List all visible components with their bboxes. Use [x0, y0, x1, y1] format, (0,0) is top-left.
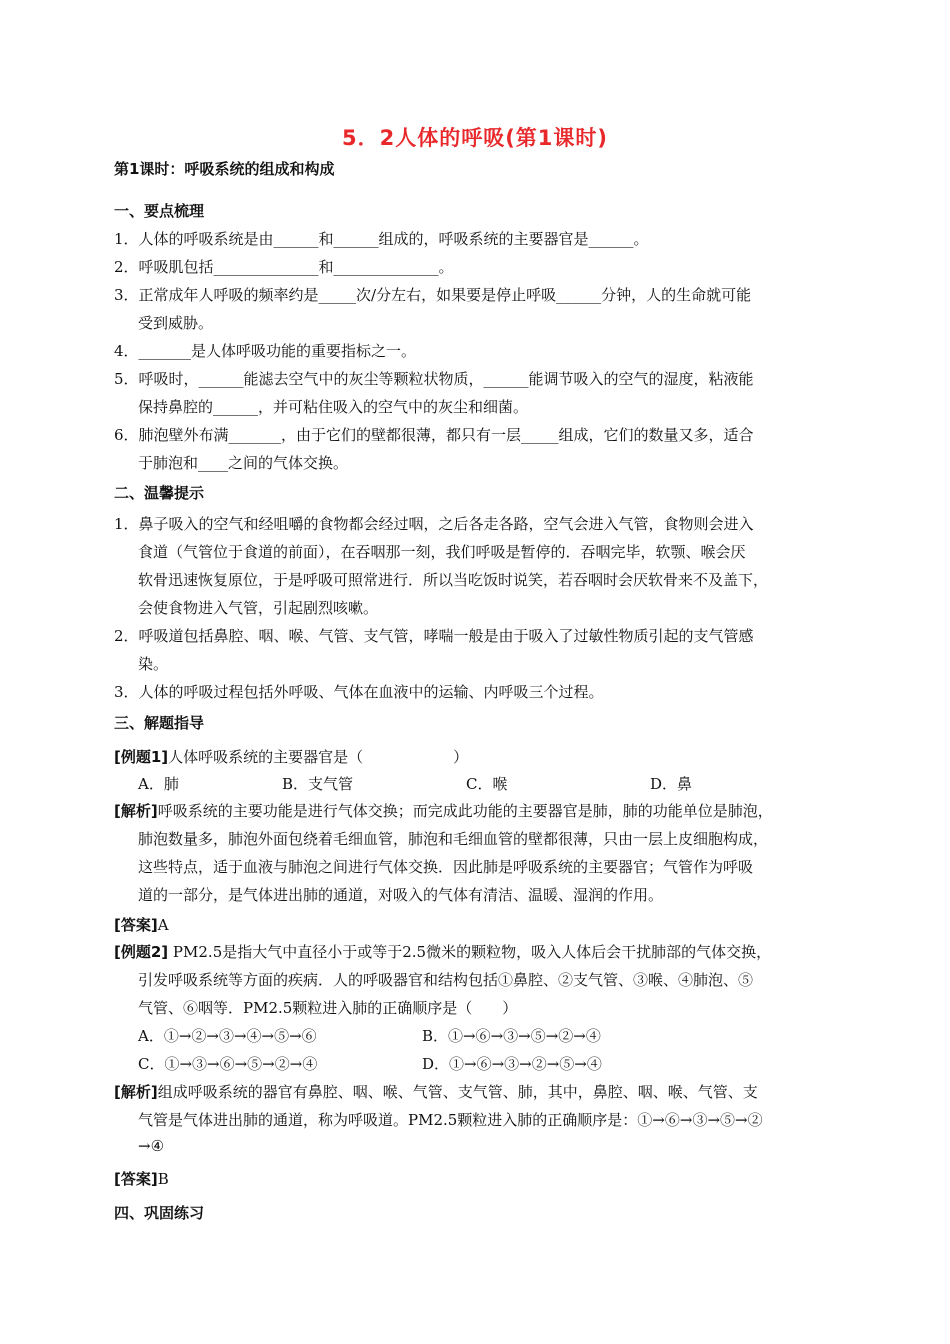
tip-2-continued: 染。 [138, 655, 169, 673]
tip-1-line-3: 软骨迅速恢复原位，于是呼吸可照常进行．所以当吃饭时说笑，若吞咽时会厌软骨来不及盖下， [138, 571, 769, 589]
example-2-analysis-line-2: 气管是气体进出肺的通道，称为呼吸道。PM2.5颗粒进入肺的正确顺序是：①→⑥→③→⑤→② [138, 1111, 763, 1129]
example-2-question-line-2: 引发呼吸系统等方面的疾病．人的呼吸器官和结构包括①鼻腔、②支气管、③喉、④肺泡、⑤ [138, 971, 754, 989]
example-1-tag: [例题1] [114, 748, 169, 766]
example-1-analysis-line-1: 呼吸系统的主要功能是进行气体交换；而完成此功能的主要器官是肺，肺的功能单位是肺泡， [157, 802, 773, 820]
example-2-option-d: D．①→⑥→③→②→⑤→④ [422, 1055, 602, 1073]
point-6-continued: 于肺泡和____之间的气体交换。 [138, 454, 349, 472]
section-heading-guidance: 三、解题指导 [114, 714, 205, 732]
tip-1-line-4: 会使食物进入气管，引起剧烈咳嗽。 [138, 599, 379, 617]
example-2-answer [114, 1168, 844, 1189]
point-2: 2．呼吸肌包括______________和______________。 [114, 258, 454, 276]
example-2-answer-value: B [157, 1170, 169, 1188]
example-1-option-a: A．肺 [138, 775, 179, 793]
example-1-answer-value: A [157, 916, 169, 934]
example-1-analysis [114, 800, 844, 821]
tip-2: 2．呼吸道包括鼻腔、咽、喉、气管、支气管，哮喘一般是由于吸入了过敏性物质引起的支气管感 [114, 627, 754, 645]
example-2-option-b: B．①→⑥→③→⑤→②→④ [422, 1027, 601, 1045]
example-1-analysis-line-3: 这些特点，适于血液与肺泡之间进行气体交换．因此肺是呼吸系统的主要器官；气管作为呼吸 [138, 858, 754, 876]
example-1-analysis-tag: [解析] [114, 802, 158, 820]
point-3: 3．正常成年人呼吸的频率约是_____次/分左右，如果要是停止呼吸______分钟，人的生命就可能 [114, 286, 752, 304]
example-1-question [114, 746, 844, 767]
point-1: 1．人体的呼吸系统是由______和______组成的，呼吸系统的主要器官是______。 [114, 230, 649, 248]
example-2-analysis-line-1: 组成呼吸系统的器官有鼻腔、咽、喉、气管、支气管、肺，其中，鼻腔、咽、喉、气管、支 [157, 1083, 758, 1101]
point-6: 6．肺泡壁外布满_______，由于它们的壁都很薄，都只有一层_____组成，它们的数量又多，适合 [114, 426, 754, 444]
example-1-analysis-line-2: 肺泡数量多，肺泡外面包绕着毛细血管，肺泡和毛细血管的壁都很薄，只由一层上皮细胞构成， [138, 830, 769, 848]
example-2-tag: [例题2] [114, 943, 169, 961]
point-5-continued: 保持鼻腔的______，并可粘住吸入的空气中的灰尘和细菌。 [138, 398, 529, 416]
point-4: 4．_______是人体呼吸功能的重要指标之一。 [114, 342, 417, 360]
tip-1-line-2: 食道（气管位于食道的前面），在吞咽那一刻，我们呼吸是暂停的．吞咽完毕，软颚、喉会厌 [138, 543, 746, 561]
example-1-answer [114, 914, 844, 935]
section-heading-key-points: 一、要点梳理 [114, 202, 205, 220]
example-2-analysis-line-3: →④ [138, 1137, 165, 1155]
example-1-analysis-line-4: 道的一部分，是气体进出肺的通道，对吸入的气体有清洁、温暖、湿润的作用。 [138, 886, 664, 904]
point-3-continued: 受到威胁。 [138, 314, 214, 332]
example-2-question [114, 941, 844, 962]
section-heading-practice: 四、巩固练习 [114, 1204, 205, 1222]
example-1-option-b: B．支气管 [282, 775, 354, 793]
example-2-option-a: A．①→②→③→④→⑤→⑥ [138, 1027, 317, 1045]
example-2-analysis-tag: [解析] [114, 1083, 158, 1101]
page-title: 5．2人体的呼吸(第1课时) [341, 126, 609, 150]
tip-1: 1．鼻子吸入的空气和经咀嚼的食物都会经过咽，之后各走各路，空气会进入气管，食物则会进入 [114, 515, 754, 533]
section-heading-tips: 二、温馨提示 [114, 484, 205, 502]
example-2-analysis [114, 1081, 844, 1102]
tip-3: 3．人体的呼吸过程包括外呼吸、气体在血液中的运输、内呼吸三个过程。 [114, 683, 604, 701]
example-1-option-d: D．鼻 [650, 775, 693, 793]
example-1-answer-tag: [答案] [114, 916, 158, 934]
example-2-answer-tag: [答案] [114, 1170, 158, 1188]
example-2-question-line-3: 气管、⑥咽等．PM2.5颗粒进入肺的正确顺序是（ ） [138, 999, 518, 1017]
example-1-question-text: 人体呼吸系统的主要器官是（ ） [168, 748, 469, 766]
example-2-question-line-1: PM2.5是指大气中直径小于或等于2.5微米的颗粒物，吸入人体后会干扰肺部的气体交换， [168, 943, 772, 961]
example-1-option-c: C．喉 [466, 775, 508, 793]
point-5: 5．呼吸时，______能滤去空气中的灰尘等颗粒状物质，______能调节吸入的空气的湿度，粘液能 [114, 370, 754, 388]
page-subtitle: 第1课时：呼吸系统的组成和构成 [114, 160, 335, 178]
example-2-option-c: C．①→③→⑥→⑤→②→④ [138, 1055, 318, 1073]
